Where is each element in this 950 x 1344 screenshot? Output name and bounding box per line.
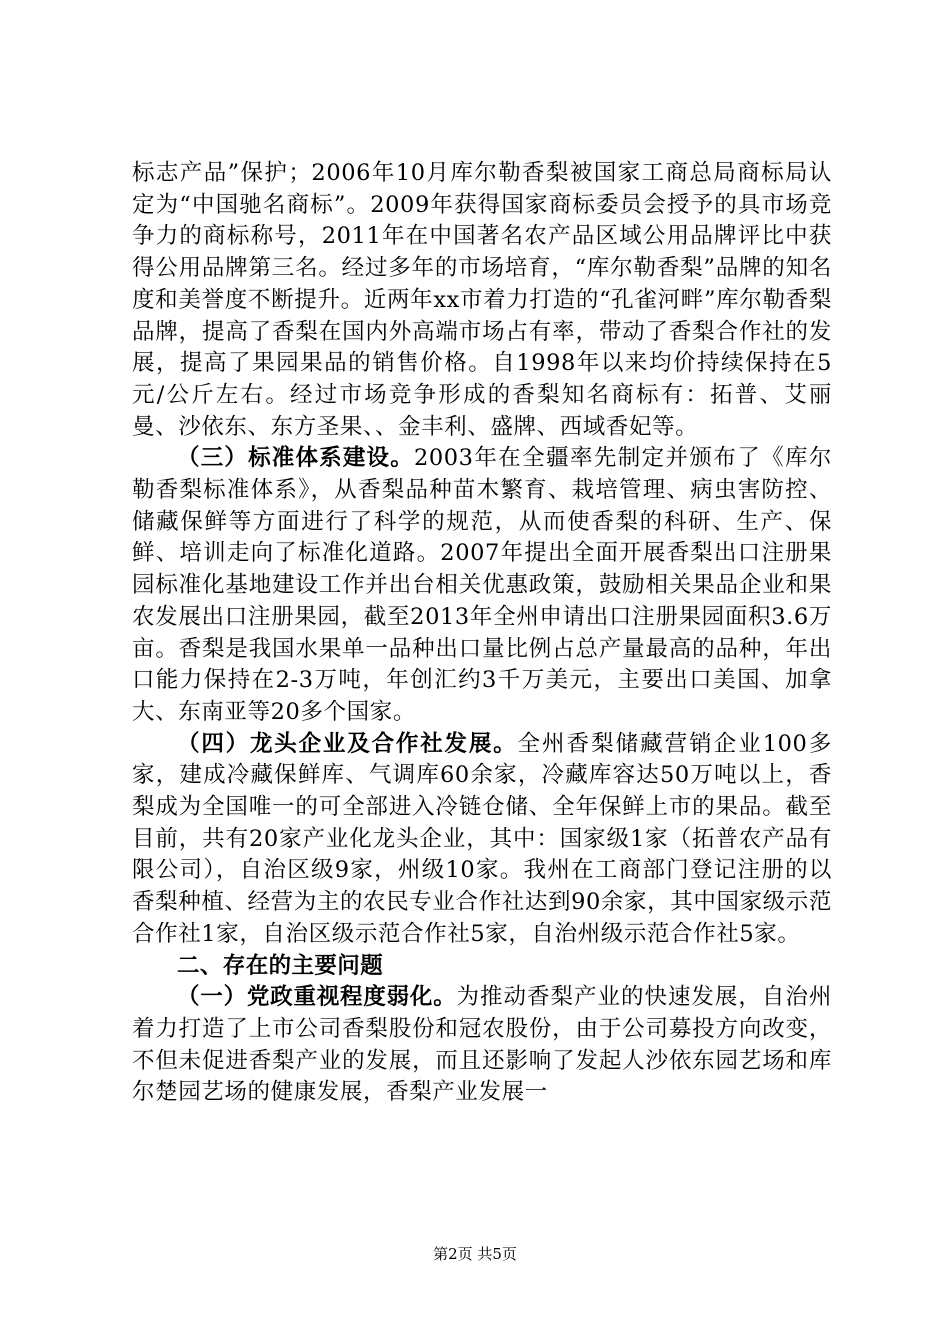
heading-standard-system: （三）标准体系建设。: [177, 445, 414, 472]
body-government-attention: 为推动香梨产业的快速发展，自治州着力打造了上市公司香梨股份和冠农股份，由于公司募投方向改变，不但未促进香梨产业的发展，而且还影响了发起人沙依东园艺场和库尔楚园艺场的健康发展，香梨产业发展一: [132, 984, 832, 1106]
document-body: [132, 158, 832, 1109]
heading-government-attention: （一）党政重视程度弱化。: [177, 984, 457, 1011]
paragraph-leading-enterprises: [132, 729, 832, 951]
page-footer: 第2页 共5页: [433, 1245, 517, 1263]
paragraph-brand-protection: 标志产品”保护；2006年10月库尔勒香梨被国家工商总局商标局认定为“中国驰名商标”。2009年获得国家商标委员会授予的具市场竞争力的商标称号，2011年在中国著名农产品区域公用品牌评比中获得公用品牌第三名。经过多年的市场培育，“库尔勒香梨”品牌的知名度和美誉度不断提升。近两年xx市着力打造的“孔雀河畔”库尔勒香梨品牌，提高了香梨在国内外高端市场占有率，带动了香梨合作社的发展，提高了果园果品的销售价格。自1998年以来均价持续保持在5元/公斤左右。经过市场竞争形成的香梨知名商标有：拓普、艾丽曼、沙依东、东方圣果、、金丰利、盛牌、西域香妃等。: [132, 160, 832, 440]
body-standard-system: 2003年在全疆率先制定并颁布了《库尔勒香梨标准体系》，从香梨品种苗木繁育、栽培管理、病虫害防控、储藏保鲜等方面进行了科学的规范，从而使香梨的科研、生产、保鲜、培训走向了标准化道路。2007年提出全面开展香梨出口注册果园标准化基地建设工作并出台相关优惠政策，鼓励相关果品企业和果农发展出口注册果园，截至2013年全州申请出口注册果园面积3.6万亩。香梨是我国水果单一品种出口量比例占总产量最高的品种，年出口能力保持在2-3万吨，年创汇约3千万美元，主要出口美国、加拿大、东南亚等20多个国家。: [132, 445, 832, 725]
paragraph-standard-system: [132, 443, 832, 728]
paragraph-government-attention: [132, 982, 832, 1109]
body-leading-enterprises: 全州香梨储藏营销企业100多家，建成冷藏保鲜库、气调库60余家，冷藏库容达50万吨以上，香梨成为全国唯一的可全部进入冷链仓储、全年保鲜上市的果品。截至目前，共有20家产业化龙头企业，其中：国家级1家（拓普农产品有限公司），自治区级9家，州级10家。我州在工商部门登记注册的以香梨种植、经营为主的农民专业合作社达到90余家，其中国家级示范合作社1家，自治区级示范合作社5家，自治州级示范合作社5家。: [132, 730, 832, 947]
heading-leading-enterprises: （四）龙头企业及合作社发展。: [177, 730, 518, 757]
section-heading-main-problems: 二、存在的主要问题: [177, 952, 384, 979]
